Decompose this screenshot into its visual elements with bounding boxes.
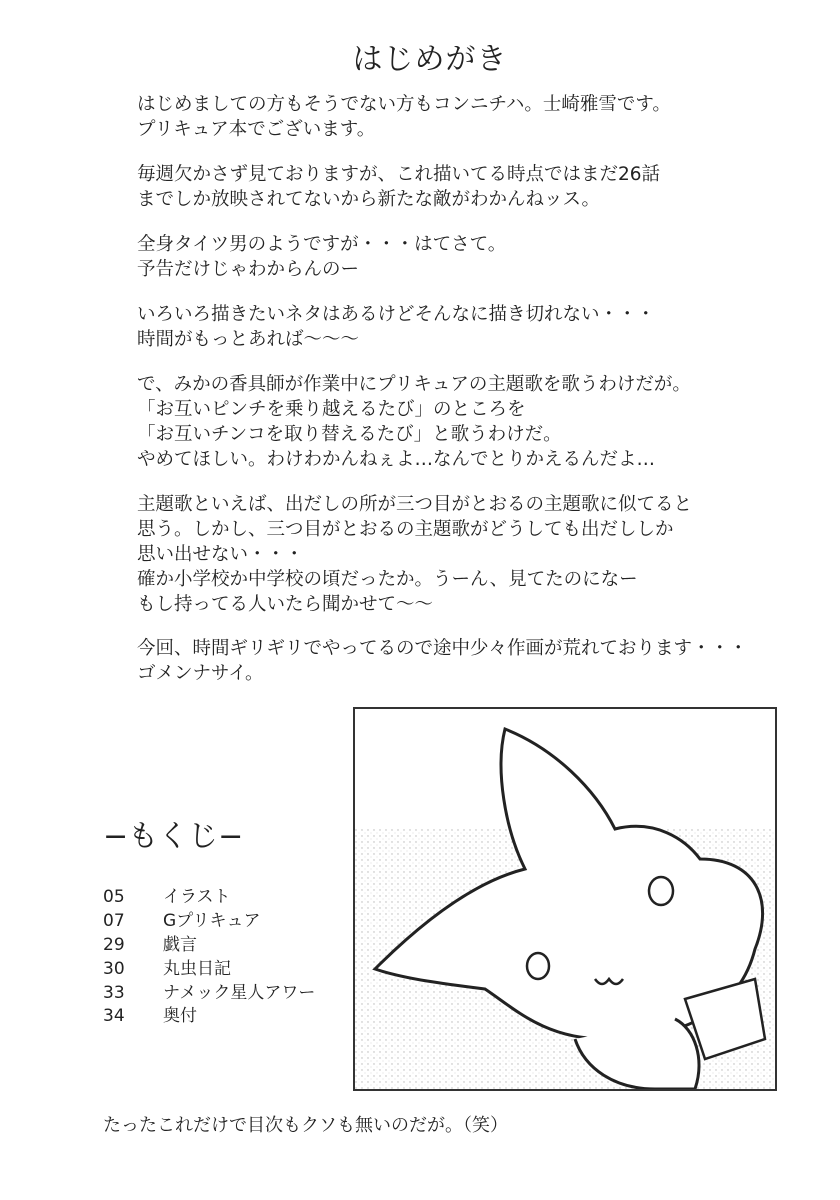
paragraph-song xyxy=(137,373,810,473)
text-line: 思う。しかし、三つ目がとおるの主題歌がどうしても出だししか xyxy=(137,518,674,540)
toc-item xyxy=(103,982,353,1006)
footer-note: たったこれだけで目次もクソも無いのだが。（笑） xyxy=(103,1115,508,1137)
text-line: ゴメンナサイ。 xyxy=(137,663,264,685)
text-line: で、みかの香具師が作業中にプリキュアの主題歌を歌うわけだが。 xyxy=(137,373,691,395)
toc-page: 34 xyxy=(103,1006,125,1027)
text-line: 「お互いチンコを取り替えるたび」と歌うわけだ。 xyxy=(137,423,562,445)
toc-item xyxy=(103,910,353,934)
toc-column xyxy=(103,707,353,1029)
text-line: 予告だけじゃわからんのー xyxy=(137,258,360,280)
toc-label: ナメック星人アワー xyxy=(163,982,316,1003)
text-line: 「お互いピンチを乗り越えるたび」のところを xyxy=(137,398,526,420)
text-line: いろいろ描きたいネタはあるけどそんなに描き切れない・・・ xyxy=(137,303,656,325)
toc-page: 33 xyxy=(103,982,125,1003)
toc-title: −もくじ− xyxy=(103,819,244,855)
toc-item xyxy=(103,958,353,982)
text-line: 今回、時間ギリギリでやってるので途中少々作画が荒れております・・・ xyxy=(137,638,748,660)
toc-item xyxy=(103,886,353,910)
text-line: やめてほしい。わけわかんねぇよ…なんでとりかえるんだよ… xyxy=(137,448,656,470)
paragraph-episodes xyxy=(137,163,810,213)
table-of-contents xyxy=(103,886,353,1029)
toc-item xyxy=(103,1005,353,1029)
text-line: 時間がもっとあれば～～～ xyxy=(137,328,360,350)
text-line: プリキュア本でございます。 xyxy=(137,118,376,140)
toc-label: 戯言 xyxy=(163,935,197,955)
toc-label: 奥付 xyxy=(163,1006,197,1027)
toc-item xyxy=(103,934,353,958)
paragraph-ideas xyxy=(137,303,810,353)
character-illustration xyxy=(353,707,777,1091)
mascot-drawing xyxy=(355,709,775,1089)
toc-page: 30 xyxy=(103,958,125,979)
toc-page: 05 xyxy=(103,887,125,908)
paragraph-enemy xyxy=(137,233,810,283)
paragraph-theme-song xyxy=(137,493,810,618)
paragraph-apology xyxy=(137,637,810,687)
text-line: もし持ってる人いたら聞かせて～～ xyxy=(137,593,434,615)
toc-label: 丸虫日記 xyxy=(163,958,231,979)
toc-page: 07 xyxy=(103,911,125,932)
text-line: までしか放映されてないから新たな敵がわかんねッス。 xyxy=(137,188,601,210)
text-line: はじめましての方もそうでない方もコンニチハ。士崎雅雪です。 xyxy=(137,94,671,115)
text-line: 主題歌といえば、出だしの所が三つ目がとおるの主題歌に似てると xyxy=(137,493,693,515)
foreword-text xyxy=(0,93,840,687)
lower-section xyxy=(0,707,840,1091)
text-line: 思い出せない・・・ xyxy=(137,543,304,565)
text-line: 全身タイツ男のようですが・・・はてさて。 xyxy=(137,233,507,255)
text-line: 確か小学校か中学校の頃だったか。うーん、見てたのになー xyxy=(137,568,638,590)
toc-label: イラスト xyxy=(163,887,231,908)
toc-label: Gプリキュア xyxy=(163,911,261,932)
text-line: 毎週欠かさず見ておりますが、これ描いてる時点ではまだ26話 xyxy=(137,163,661,185)
toc-page: 29 xyxy=(103,935,125,955)
page-title: はじめがき xyxy=(352,42,508,77)
paragraph-greeting xyxy=(137,93,810,143)
